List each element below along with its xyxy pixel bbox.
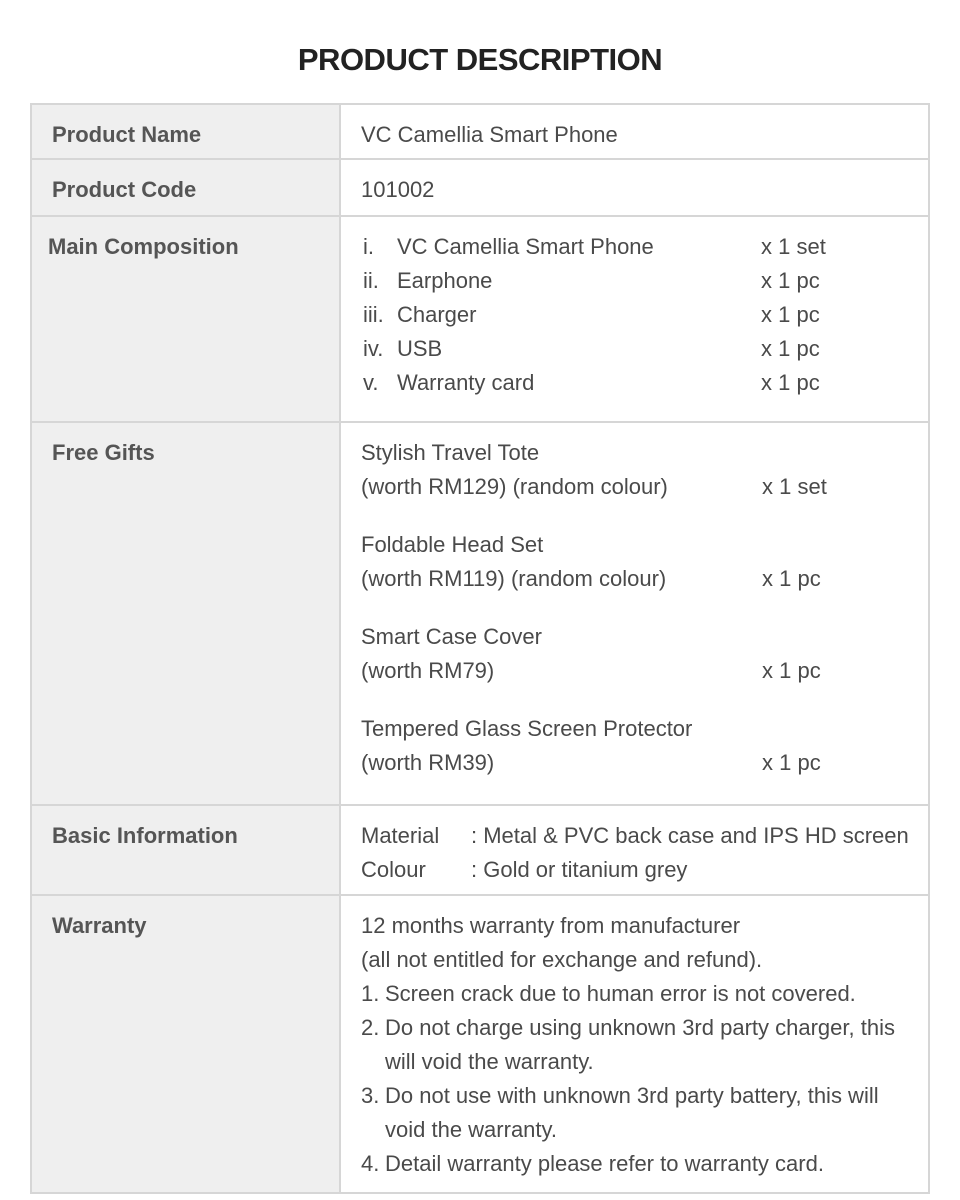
item-quantity: x 1 pc bbox=[761, 336, 820, 361]
list-item bbox=[361, 1147, 918, 1181]
gift-note: (worth RM129) (random colour) bbox=[361, 474, 668, 499]
item-quantity: x 1 set bbox=[761, 234, 826, 259]
product-name-value: VC Camellia Smart Phone bbox=[340, 104, 929, 159]
product-code-label: Product Code bbox=[31, 159, 340, 216]
list-item bbox=[363, 366, 918, 400]
free-gifts-label: Free Gifts bbox=[31, 422, 340, 805]
item-text: Detail warranty please refer to warranty card. bbox=[385, 1151, 824, 1176]
warranty-text bbox=[340, 895, 929, 1193]
gift-name: Tempered Glass Screen Protector bbox=[361, 716, 693, 741]
item-number: 4. bbox=[361, 1151, 380, 1176]
list-item bbox=[363, 264, 918, 298]
gift-item bbox=[361, 712, 918, 780]
free-gifts-list bbox=[340, 422, 929, 805]
list-item bbox=[361, 977, 918, 1011]
list-item bbox=[361, 819, 918, 853]
table-row-product-name bbox=[31, 104, 929, 159]
gift-quantity: x 1 pc bbox=[762, 750, 821, 775]
list-item bbox=[361, 853, 918, 887]
gift-note: (worth RM39) bbox=[361, 750, 495, 775]
item-quantity: x 1 pc bbox=[761, 370, 820, 395]
item-text: Do not use with unknown 3rd party battery, this will void the warranty. bbox=[385, 1083, 879, 1142]
item-number: ii. bbox=[363, 268, 379, 293]
product-code-value: 101002 bbox=[340, 159, 929, 216]
gift-name: Stylish Travel Tote bbox=[361, 440, 540, 465]
item-number: v. bbox=[363, 370, 379, 395]
basic-information-list bbox=[340, 805, 929, 895]
list-item bbox=[363, 332, 918, 366]
item-text: Screen crack due to human error is not covered. bbox=[385, 981, 856, 1006]
item-quantity: x 1 pc bbox=[761, 268, 820, 293]
gift-name: Smart Case Cover bbox=[361, 624, 542, 649]
list-item bbox=[361, 1079, 918, 1147]
item-number: iv. bbox=[363, 336, 384, 361]
main-composition-list bbox=[340, 216, 929, 422]
list-item bbox=[361, 1011, 918, 1079]
item-number: 1. bbox=[361, 981, 380, 1006]
table-row-warranty bbox=[31, 895, 929, 1193]
product-name-label: Product Name bbox=[31, 104, 340, 159]
item-quantity: x 1 pc bbox=[761, 302, 820, 327]
gift-quantity: x 1 set bbox=[762, 474, 827, 499]
item-number: i. bbox=[363, 234, 374, 259]
item-name: VC Camellia Smart Phone bbox=[397, 234, 654, 259]
item-name: Charger bbox=[397, 302, 477, 327]
item-text: Do not charge using unknown 3rd party charger, this will void the warranty. bbox=[385, 1015, 895, 1074]
gift-item bbox=[361, 436, 918, 504]
table-row-free-gifts bbox=[31, 422, 929, 805]
product-description-table bbox=[30, 103, 930, 1194]
table-row-product-code bbox=[31, 159, 929, 216]
main-composition-label: Main Composition bbox=[31, 216, 340, 422]
gift-note: (worth RM79) bbox=[361, 658, 495, 683]
item-name: USB bbox=[397, 336, 443, 361]
basic-information-label: Basic Information bbox=[31, 805, 340, 895]
spec-key: Colour bbox=[361, 857, 426, 882]
item-number: 2. bbox=[361, 1015, 380, 1040]
spec-value: : Metal & PVC back case and IPS HD screen bbox=[471, 823, 909, 848]
gift-name: Foldable Head Set bbox=[361, 532, 544, 557]
gift-quantity: x 1 pc bbox=[762, 658, 821, 683]
gift-item bbox=[361, 620, 918, 688]
item-number: 3. bbox=[361, 1083, 380, 1108]
gift-item bbox=[361, 528, 918, 596]
gift-quantity: x 1 pc bbox=[762, 566, 821, 591]
item-name: Earphone bbox=[397, 268, 493, 293]
table-row-basic-information bbox=[31, 805, 929, 895]
list-item bbox=[363, 230, 918, 264]
item-name: Warranty card bbox=[397, 370, 535, 395]
gift-note: (worth RM119) (random colour) bbox=[361, 566, 667, 591]
list-item bbox=[363, 298, 918, 332]
warranty-label: Warranty bbox=[31, 895, 340, 1193]
item-number: iii. bbox=[363, 302, 384, 327]
page-title: PRODUCT DESCRIPTION bbox=[297, 42, 663, 77]
warranty-intro-note: (all not entitled for exchange and refund). bbox=[361, 947, 763, 972]
table-row-main-composition bbox=[31, 216, 929, 422]
warranty-intro: 12 months warranty from manufacturer bbox=[361, 913, 741, 938]
spec-value: : Gold or titanium grey bbox=[471, 857, 688, 882]
spec-key: Material bbox=[361, 823, 440, 848]
